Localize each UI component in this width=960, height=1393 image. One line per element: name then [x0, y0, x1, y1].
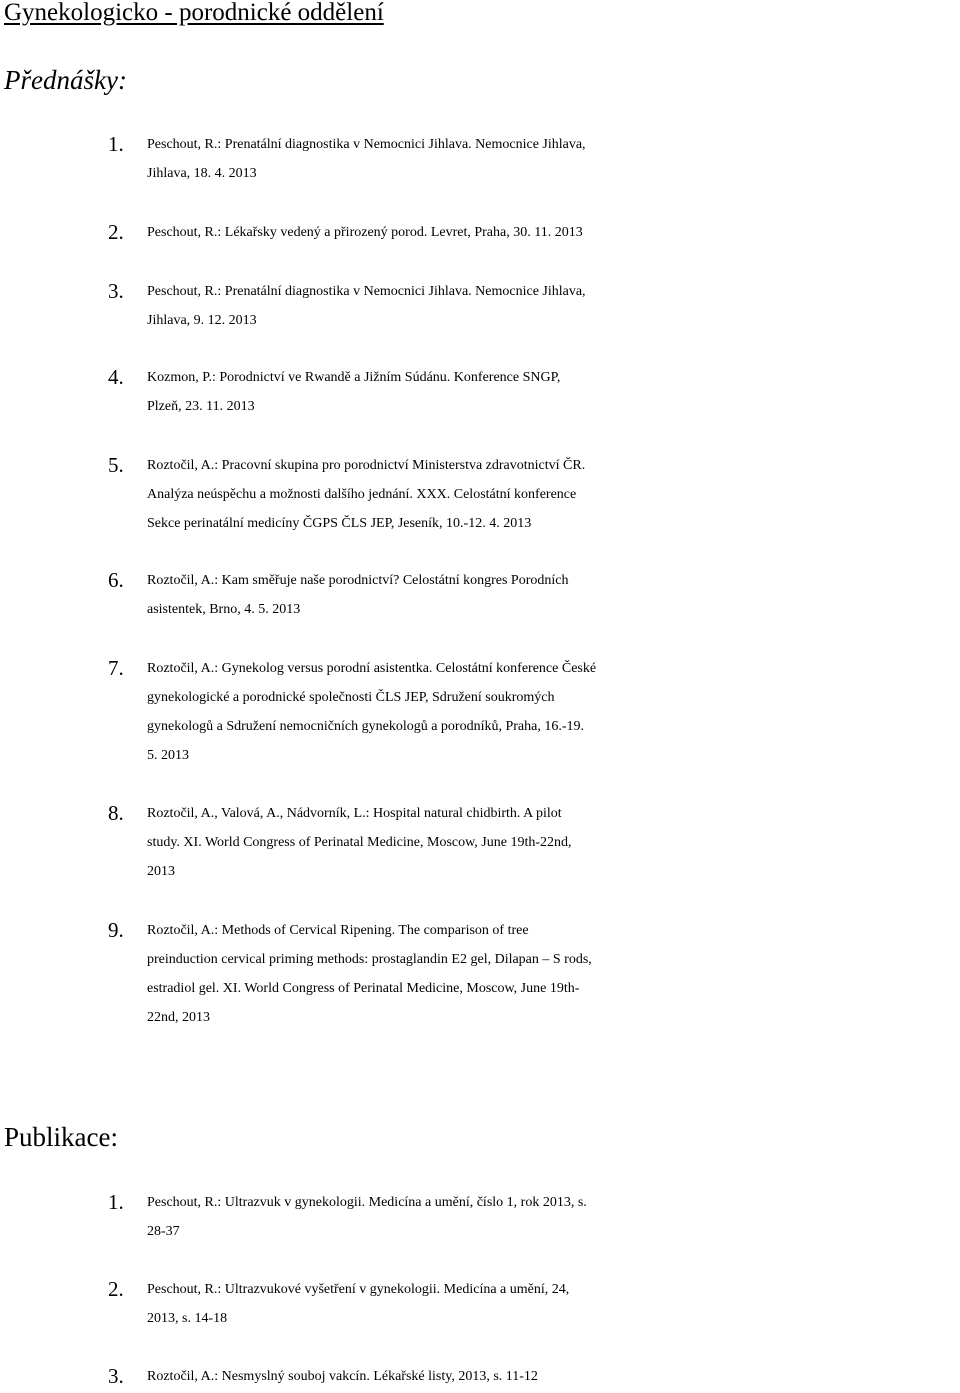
item-line: asistentek, Brno, 4. 5. 2013 [147, 602, 301, 617]
item-number: 4. [108, 365, 124, 389]
item-text [147, 654, 960, 770]
item-text [147, 1275, 960, 1333]
item-text [147, 799, 960, 886]
lectures-heading: Přednášky: [4, 65, 127, 95]
item-number: 3. [108, 279, 124, 303]
item-number: 1. [108, 1190, 124, 1214]
item-line: Roztočil, A.: Pracovní skupina pro porodnictví Ministerstva zdravotnictví ČR. [147, 458, 586, 473]
item-line: Roztočil, A.: Kam směřuje naše porodnictví? Celostátní kongres Porodních [147, 573, 569, 588]
item-line: Peschout, R.: Prenatální diagnostika v Nemocnici Jihlava. Nemocnice Jihlava, [147, 284, 586, 299]
item-line: 22nd, 2013 [147, 1010, 210, 1025]
item-text [147, 277, 960, 335]
item-line: 2013, s. 14-18 [147, 1311, 228, 1326]
item-text [147, 1362, 960, 1391]
item-line: Jihlava, 9. 12. 2013 [147, 313, 257, 328]
item-number: 3. [108, 1364, 124, 1388]
item-text [147, 566, 960, 624]
item-line: Sekce perinatální medicíny ČGPS ČLS JEP, Jeseník, 10.-12. 4. 2013 [147, 516, 532, 531]
item-line: estradiol gel. XI. World Congress of Perinatal Medicine, Moscow, June 19th- [147, 981, 580, 996]
item-line: preinduction cervical priming methods: prostaglandin E2 gel, Dilapan – S rods, [147, 952, 592, 967]
item-line: Kozmon, P.: Porodnictví ve Rwandě a Jižním Súdánu. Konference SNGP, [147, 370, 561, 385]
item-line: 5. 2013 [147, 748, 189, 763]
item-line: Roztočil, A.: Gynekolog versus porodní asistentka. Celostátní konference České [147, 661, 597, 676]
page-title: Gynekologicko - porodnické oddělení [4, 0, 384, 26]
item-text [147, 130, 960, 188]
item-text [147, 451, 960, 538]
item-line: Jihlava, 18. 4. 2013 [147, 166, 257, 181]
item-line: study. XI. World Congress of Perinatal Medicine, Moscow, June 19th-22nd, [147, 835, 572, 850]
item-line: Analýza neúspěchu a možnosti dalšího jednání. XXX. Celostátní konference [147, 487, 577, 502]
item-text [147, 1188, 960, 1246]
item-text [147, 363, 960, 421]
item-line: Roztočil, A.: Methods of Cervical Ripening. The comparison of tree [147, 923, 529, 938]
item-number: 9. [108, 918, 124, 942]
item-line: 28-37 [147, 1224, 180, 1239]
item-text [147, 218, 960, 247]
item-text [147, 916, 960, 1032]
item-number: 7. [108, 656, 124, 680]
item-line: gynekologů a Sdružení nemocničních gynekologů a porodníků, Praha, 16.-19. [147, 719, 585, 734]
item-number: 5. [108, 453, 124, 477]
item-line: Roztočil, A.: Nesmyslný souboj vakcín. Lékařské listy, 2013, s. 11-12 [147, 1369, 538, 1384]
item-line: 2013 [147, 864, 175, 879]
item-number: 1. [108, 132, 124, 156]
item-number: 6. [108, 568, 124, 592]
item-line: Peschout, R.: Lékařsky vedený a přirozený porod. Levret, Praha, 30. 11. 2013 [147, 225, 583, 240]
item-number: 2. [108, 220, 124, 244]
item-line: Peschout, R.: Ultrazvukové vyšetření v gynekologii. Medicína a umění, 24, [147, 1282, 570, 1297]
item-line: Roztočil, A., Valová, A., Nádvorník, L.: Hospital natural chidbirth. A pilot [147, 806, 562, 821]
item-line: gynekologické a porodnické společnosti ČLS JEP, Sdružení soukromých [147, 690, 555, 705]
item-number: 8. [108, 801, 124, 825]
item-line: Plzeň, 23. 11. 2013 [147, 399, 255, 414]
item-line: Peschout, R.: Ultrazvuk v gynekologii. Medicína a umění, číslo 1, rok 2013, s. [147, 1195, 587, 1210]
item-line: Peschout, R.: Prenatální diagnostika v Nemocnici Jihlava. Nemocnice Jihlava, [147, 137, 586, 152]
item-number: 2. [108, 1277, 124, 1301]
publications-heading: Publikace: [4, 1122, 118, 1152]
